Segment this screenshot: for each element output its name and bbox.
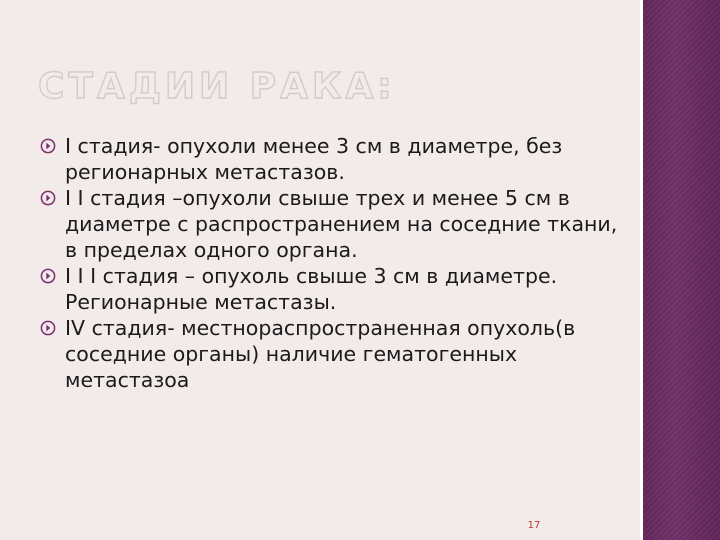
- circled-arrow-bullet-icon: [40, 268, 56, 284]
- list-item-stage-1: [40, 133, 620, 185]
- decorative-side-band: [643, 0, 720, 540]
- bullet-list: [40, 133, 620, 393]
- list-item-text: I I I стадия – опухоль свыше 3 см в диаметре. Регионарные метастазы.: [65, 264, 558, 314]
- list-item-stage-4: [40, 315, 620, 393]
- circled-arrow-bullet-icon: [40, 320, 56, 336]
- page-number: 17: [527, 520, 541, 531]
- list-item-stage-2: [40, 185, 620, 263]
- list-item-stage-3: [40, 263, 620, 315]
- list-item-text: I I стадия –опухоли свыше трех и менее 5 см в диаметре с распространением на соседние ткани, в пределах одного органа.: [65, 186, 618, 262]
- list-item-text: I стадия- опухоли менее 3 см в диаметре, без регионарных метастазов.: [65, 134, 563, 184]
- circled-arrow-bullet-icon: [40, 138, 56, 154]
- slide-title: СТАДИИ РАКА:: [38, 66, 396, 107]
- circled-arrow-bullet-icon: [40, 190, 56, 206]
- list-item-text: IV стадия- местнораспространенная опухоль(в соседние органы) наличие гематогенных метастазоа: [65, 316, 576, 392]
